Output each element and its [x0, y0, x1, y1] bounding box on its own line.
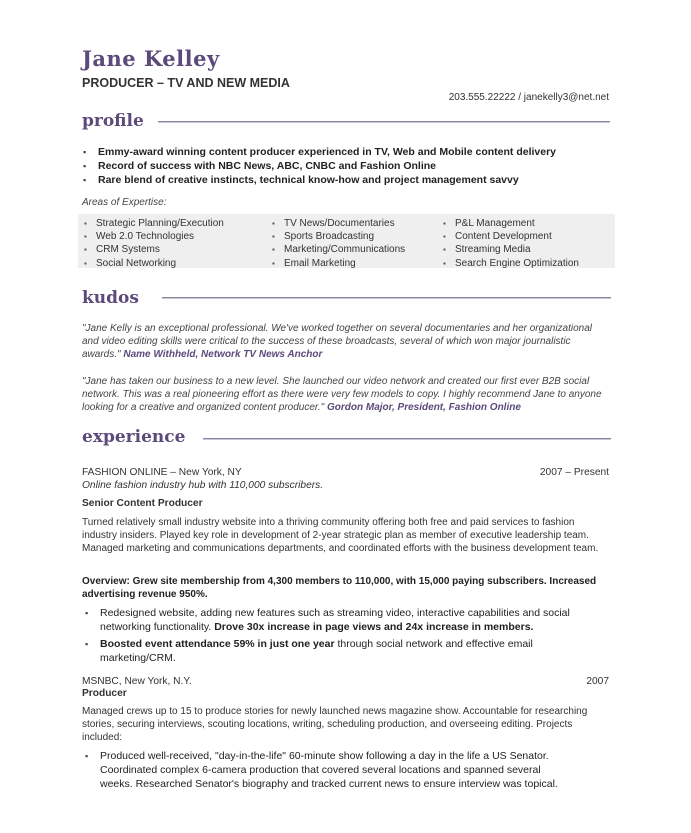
job-2-dates: 2007 [586, 676, 609, 687]
testimonial-1-text: "Jane Kelly is an exceptional professional. We've worked together on several documentaries and her organizational and video editing skills were critical to the success of these broadcasts, several of which won major journalistic awards." [82, 323, 593, 360]
job-1-bullet-2-text: through social network and effective email marketing/CRM. [100, 638, 533, 664]
job-1-company: FASHION ONLINE – New York, NY [82, 467, 242, 478]
area-item: ▪ Email Marketing [270, 257, 405, 270]
area-item: ▪ Social Networking [82, 257, 224, 270]
job-1-bullet-1-highlight: Drove 30x increase in page views and 24x increase in members. [214, 621, 534, 633]
job-1-bullet-1-text: Redesigned website, adding new features such as streaming video, interactive capabilities and social networking functionality. [100, 607, 570, 633]
section-heading-profile: profile [82, 111, 144, 131]
job-1-dates: 2007 – Present [539, 467, 609, 478]
job-1-summary: Turned relatively small industry website into a thriving community offering both free and paid services to fashion industry insiders. Played key role in development of 2-year strategic plan as member of executive leadership team. Managed marketing and communications departments, and coordinated efforts with the business development team. [82, 517, 599, 554]
area-item: ▪ P&L Management [441, 217, 579, 230]
candidate-title: PRODUCER – TV AND NEW MEDIA [82, 76, 290, 90]
section-rule-experience [203, 438, 611, 440]
areas-column-3 [441, 217, 579, 270]
area-item: ▪ TV News/Documentaries [270, 217, 405, 230]
areas-column-2 [270, 217, 405, 270]
profile-bullet: ▪ Record of success with NBC News, ABC, CNBC and Fashion Online [80, 159, 620, 173]
area-item: ▪ Strategic Planning/Execution [82, 217, 224, 230]
testimonial-2-text: "Jane has taken our business to a new level. She launched our video network and created our first ever B2B social network. This was a real pioneering effort as there were very few models to copy. I highly recommend Jane to anyone looking for a creative and organized content producer." [82, 376, 602, 413]
testimonial-1 [82, 322, 602, 361]
job-2-bullets [82, 749, 562, 791]
testimonial-1-attribution: Name Withheld, Network TV News Anchor [123, 349, 323, 360]
job-2-role: Producer [82, 688, 127, 699]
areas-of-expertise-label: Areas of Expertise: [82, 197, 167, 208]
job-2-company: MSNBC, New York, N.Y. [82, 676, 192, 687]
area-item: ▪ Content Development [441, 230, 579, 243]
areas-of-expertise-box [78, 214, 615, 268]
job-1-bullet-2-highlight: Boosted event attendance 59% in just one year [100, 638, 335, 650]
job-2-summary: Managed crews up to 15 to produce stories for newly launched news magazine show. Accountable for researching stories, securing interviews, scouting locations, writing, scheduling production, and overseeing editing. Projects included: [82, 706, 588, 743]
job-1-overview: Overview: Grew site membership from 4,300 members to 110,000, with 15,000 paying subscribers. Increased advertising revenue 950%. [82, 576, 597, 600]
contact-info: 203.555.22222 / janekelly3@net.net [448, 92, 609, 103]
candidate-name: Jane Kelley [82, 46, 220, 71]
job-2-bullet: ▪ Produced well-received, "day-in-the-life" 60-minute show following a day in the life a US Senator. Coordinated complex 6-camera production that covered several locations and spanned several weeks. Researched Senator's biography and tracked current news to ensure interview was topical. [82, 749, 562, 791]
section-rule-profile [158, 121, 610, 123]
profile-bullets [80, 145, 620, 187]
testimonial-2-attribution: Gordon Major, President, Fashion Online [327, 402, 521, 413]
section-heading-experience: experience [82, 427, 186, 447]
job-1-bullet [82, 637, 578, 665]
area-item: ▪ Sports Broadcasting [270, 230, 405, 243]
job-1-bullets [82, 606, 578, 665]
section-rule-kudos [162, 297, 611, 299]
section-heading-kudos: kudos [82, 288, 139, 308]
area-item: ▪ Web 2.0 Technologies [82, 230, 224, 243]
profile-bullet: ▪ Rare blend of creative instincts, technical know-how and project management savvy [80, 173, 620, 187]
area-item: ▪ Marketing/Communications [270, 243, 405, 256]
job-1-role: Senior Content Producer [82, 498, 203, 509]
job-1-bullet [82, 606, 578, 634]
area-item: ▪ Streaming Media [441, 243, 579, 256]
job-1-description: Online fashion industry hub with 110,000 subscribers. [82, 480, 324, 491]
testimonial-2 [82, 375, 602, 414]
profile-bullet: ▪ Emmy-award winning content producer experienced in TV, Web and Mobile content delivery [80, 145, 620, 159]
area-item: ▪ CRM Systems [82, 243, 224, 256]
areas-column-1 [82, 217, 224, 270]
area-item: ▪ Search Engine Optimization [441, 257, 579, 270]
